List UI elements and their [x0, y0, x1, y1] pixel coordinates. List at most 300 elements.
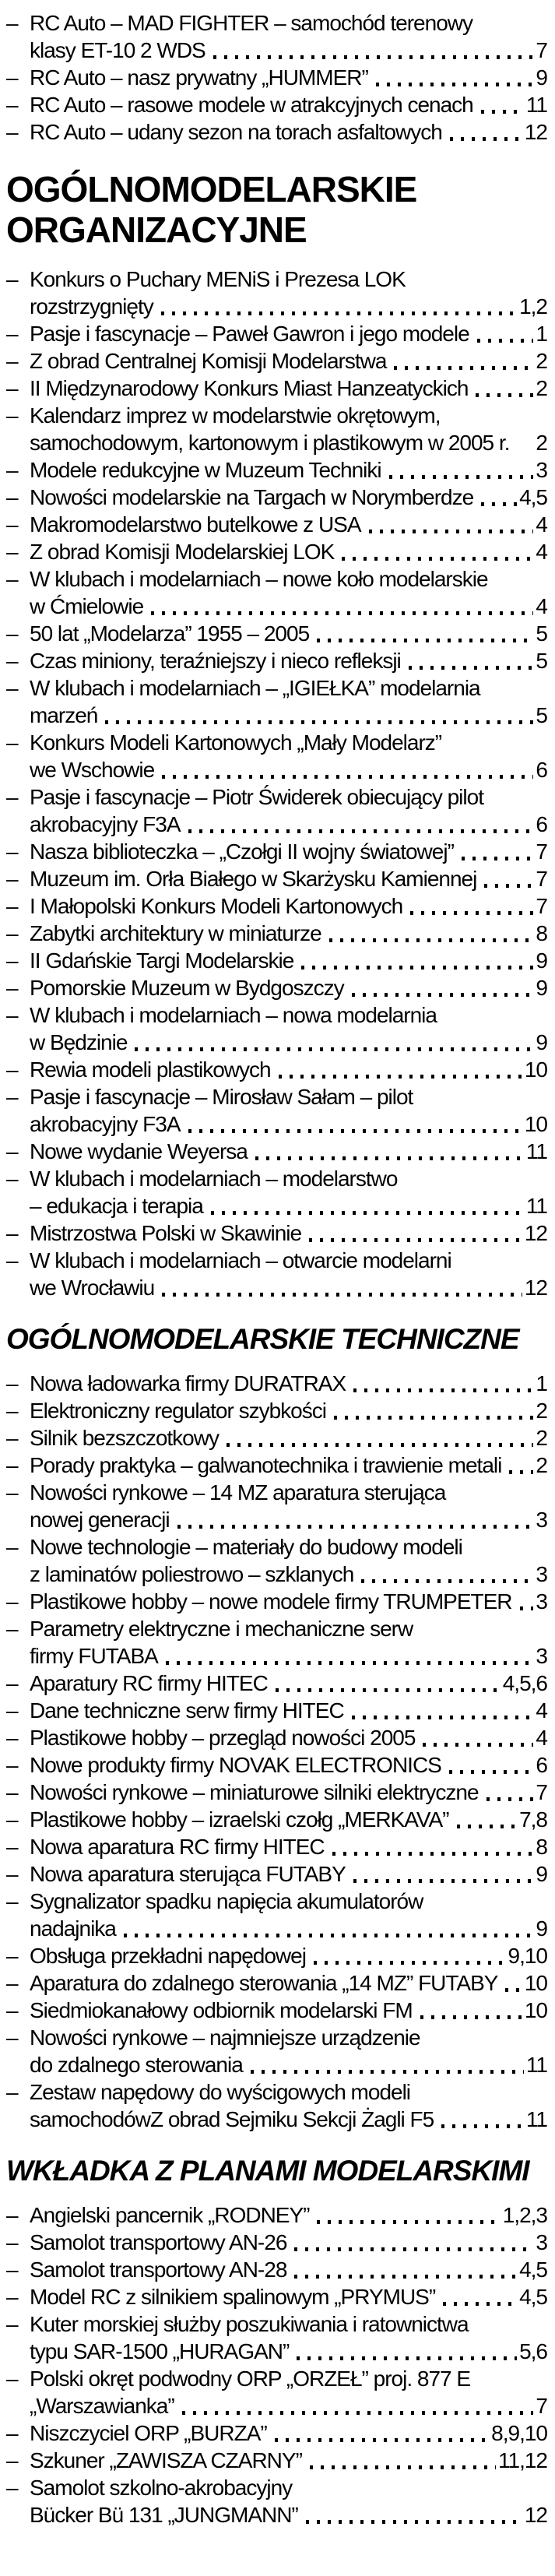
entry-body [30, 2447, 547, 2474]
entry-text: Kuter morskiej służby poszukiwania i ratownictwa [30, 2312, 469, 2336]
entry-text: RC Auto – MAD FIGHTER – samochód terenowy [30, 11, 472, 35]
entry-text: we Wschowie [30, 758, 155, 782]
dotted-leader [389, 475, 534, 479]
toc-entry [6, 1165, 547, 1219]
entry-last-line [30, 1274, 547, 1301]
toc-entry [6, 729, 547, 783]
page-number: 11 [525, 2107, 547, 2131]
page-number: 1 [536, 1371, 547, 1395]
entry-last-line [30, 1397, 547, 1424]
entry-body [30, 402, 547, 456]
entry-body [30, 1969, 547, 1997]
entry-body [30, 1247, 547, 1301]
entry-body [30, 375, 547, 402]
entry-last-line [30, 1642, 547, 1670]
entry-last-line [30, 2392, 547, 2419]
entry-dash: – [6, 1371, 18, 1395]
dotted-leader [450, 137, 522, 141]
page-number: 9 [536, 1862, 547, 1886]
toc-entry [6, 974, 547, 1001]
entry-last-line [30, 511, 547, 538]
dotted-leader [352, 993, 534, 997]
toc-entry [6, 9, 547, 64]
entry-dash: – [6, 376, 18, 400]
entry-dash: – [6, 1698, 18, 1723]
entry-text: Pasje i fascynacje – Mirosław Sałam – pilot [30, 1085, 413, 1109]
dotted-leader [301, 966, 533, 970]
page-number: 8 [536, 1835, 547, 1859]
section-heading [6, 1321, 547, 1357]
entry-last-line [30, 1806, 547, 1833]
entry-text: Nowości rynkowe – najmniejsze urządzenie [30, 2025, 420, 2050]
entry-last-line [30, 647, 547, 674]
entry-text: nadajnika [30, 1916, 116, 1941]
entry-last-line [30, 811, 547, 838]
toc-section [6, 9, 547, 146]
section-heading [6, 169, 547, 250]
toc-entry [6, 2078, 547, 2133]
entry-text: firmy FUTABA [30, 1644, 158, 1668]
entry-dash: – [6, 1807, 18, 1832]
entry-body [30, 2201, 547, 2229]
dotted-leader [481, 110, 524, 114]
entry-dash: – [6, 267, 18, 291]
entry-dash: – [6, 485, 18, 509]
dotted-leader [124, 1934, 534, 1937]
page-number: 9 [536, 1916, 547, 1941]
entry-text: Model RC z silnikiem spalinowym „PRYMUS” [30, 2285, 436, 2309]
entry-body [30, 1397, 547, 1424]
dotted-leader [342, 557, 533, 561]
dotted-leader [410, 911, 533, 915]
entry-text: Czas miniony, teraźniejszy i nieco refleksji [30, 649, 401, 673]
page-number: 9 [536, 65, 547, 90]
entry-dash: – [6, 65, 18, 90]
entry-body [30, 947, 547, 974]
entry-text: Parametry elektryczne i mechaniczne serw [30, 1617, 413, 1641]
toc-entry [6, 1724, 547, 1751]
entry-text: Nowości rynkowe – miniaturowe silniki elektryczne [30, 1780, 479, 1804]
entry-text: RC Auto – nasz prywatny „HUMMER” [30, 65, 368, 90]
entry-body [30, 1452, 547, 1479]
page-number: 11 [525, 1139, 547, 1163]
entry-last-line [30, 702, 547, 729]
toc-entry [6, 1888, 547, 1942]
dotted-leader [166, 1661, 534, 1665]
entry-body [30, 920, 547, 947]
entry-dash: – [6, 2080, 18, 2104]
entry-dash: – [6, 1998, 18, 2022]
entry-dash: – [6, 403, 18, 428]
entry-dash: – [6, 1399, 18, 1423]
entry-dash: – [6, 1248, 18, 1272]
toc-entry [6, 1751, 547, 1779]
page-number: 4 [536, 1698, 547, 1723]
entry-dash: – [6, 730, 18, 755]
toc-entry [6, 783, 547, 838]
toc-entry [6, 1860, 547, 1888]
toc-entry [6, 2365, 547, 2419]
page-number: 1,2 [519, 294, 547, 318]
entry-dash: – [6, 839, 18, 864]
entry-last-line [30, 1860, 547, 1888]
entry-body [30, 1588, 547, 1615]
entry-text: Plastikowe hobby – przegląd nowości 2005 [30, 1726, 416, 1750]
entry-body [30, 1001, 547, 1056]
page-number: 2 [536, 376, 547, 400]
entry-last-line [30, 1110, 547, 1138]
entry-body [30, 729, 547, 783]
toc-entry [6, 91, 547, 118]
toc-entry [6, 375, 547, 402]
toc-entry [6, 620, 547, 647]
entry-body [30, 565, 547, 620]
entry-dash: – [6, 649, 18, 673]
section-heading-line: OGÓLNOMODELARSKIE TECHNICZNE [6, 1323, 519, 1355]
dotted-leader [309, 1238, 522, 1242]
entry-text: RC Auto – rasowe modele w atrakcyjnych cenach [30, 93, 473, 117]
toc-entry [6, 1424, 547, 1452]
entry-text: Bücker Bü 131 „JUNGMANN” [30, 2503, 298, 2527]
section-heading-line: OGÓLNOMODELARSKIE [6, 169, 417, 209]
toc-entry [6, 484, 547, 511]
entry-last-line [30, 1192, 547, 1219]
entry-text: II Gdańskie Targi Modelarskie [30, 948, 294, 973]
entry-body [30, 2419, 547, 2447]
entry-body [30, 1219, 547, 1247]
dotted-leader [151, 611, 533, 615]
dotted-leader [255, 1156, 524, 1160]
section-heading [6, 2153, 547, 2189]
page-number: 7 [536, 38, 547, 62]
entry-last-line [30, 920, 547, 947]
entry-last-line [30, 2283, 547, 2310]
entry-dash: – [6, 1889, 18, 1913]
dotted-leader [276, 1688, 501, 1692]
dotted-leader [314, 1961, 506, 1965]
entry-dash: – [6, 1726, 18, 1750]
toc-entry [6, 1138, 547, 1165]
entry-body [30, 1370, 547, 1397]
page-number: 6 [536, 758, 547, 782]
dotted-leader [188, 1129, 522, 1133]
dotted-leader [423, 1743, 533, 1747]
page-number: 5 [536, 649, 547, 673]
entry-body [30, 620, 547, 647]
entry-dash: – [6, 322, 18, 346]
toc-entry [6, 1083, 547, 1138]
entry-text: nowej generacji [30, 1508, 170, 1532]
toc-entry [6, 347, 547, 375]
page-number: 8 [536, 921, 547, 945]
entry-text: Nowości modelarskie na Targach w Norymberdze [30, 485, 474, 509]
entry-text: Nowości rynkowe – 14 MZ aparatura sterująca [30, 1480, 446, 1504]
entry-text: W klubach i modelarniach – modelarstwo [30, 1167, 398, 1191]
page-number: 4 [536, 512, 547, 537]
entry-body [30, 2078, 547, 2133]
page-number: 3 [536, 458, 547, 482]
entry-dash: – [6, 1167, 18, 1191]
dotted-leader [306, 2520, 522, 2524]
entry-body [30, 1724, 547, 1751]
entry-body [30, 783, 547, 838]
entry-text: Zestaw napędowy do wyścigowych modeli [30, 2080, 411, 2104]
entry-text: w Będzinie [30, 1030, 128, 1054]
entry-text: Zabytki architektury w miniaturze [30, 921, 321, 945]
dotted-leader [275, 2438, 489, 2442]
entry-text: Sygnalizator spadku napięcia akumulatorów [30, 1889, 423, 1913]
page-number: 12 [524, 1221, 547, 1245]
entry-dash: – [6, 1862, 18, 1886]
toc-entry [6, 456, 547, 484]
dotted-leader [227, 1443, 533, 1447]
page-number: 8,9,10 [491, 2421, 547, 2445]
entry-last-line [30, 947, 547, 974]
toc-entry [6, 1615, 547, 1670]
entry-last-line [30, 118, 547, 146]
dotted-leader [376, 83, 534, 86]
dotted-leader [353, 1388, 533, 1392]
entry-dash: – [6, 1944, 18, 1968]
page-number: 11 [525, 1194, 547, 1218]
entry-dash: – [6, 93, 18, 117]
page-number: 2 [536, 1399, 547, 1423]
entry-body [30, 974, 547, 1001]
toc-entry [6, 1219, 547, 1247]
entry-text: Samolot transportowy AN-28 [30, 2258, 287, 2282]
entry-text: Samolot szkolno-akrobacyjny [30, 2476, 293, 2500]
page-number: 2 [536, 1426, 547, 1450]
entry-body [30, 1615, 547, 1670]
entry-text: rozstrzygnięty [30, 294, 153, 318]
entry-body [30, 2310, 547, 2365]
entry-last-line [30, 1424, 547, 1452]
page-number: 4,5 [519, 485, 547, 509]
entry-text: 50 lat „Modelarza” 1955 – 2005 [30, 621, 310, 646]
dotted-leader [352, 1716, 534, 1719]
entry-text: Obsługa przekładni napędowej [30, 1944, 306, 1968]
entry-dash: – [6, 349, 18, 373]
page-number: 4,5,6 [502, 1671, 547, 1695]
entry-text: typu SAR-1500 „HURAGAN” [30, 2339, 290, 2363]
entry-text: Modele redukcyjne w Muzeum Techniki [30, 458, 381, 482]
dotted-leader [520, 1606, 534, 1610]
toc-entry [6, 2229, 547, 2256]
entry-text: akrobacyjny F3A [30, 812, 181, 836]
entry-last-line [30, 593, 547, 620]
entry-last-line [30, 1138, 547, 1165]
entry-text: we Wrocławiu [30, 1276, 155, 1300]
entry-dash: – [6, 1139, 18, 1163]
entry-body [30, 1424, 547, 1452]
page-number: 12 [524, 120, 547, 144]
page-number: 6 [536, 1753, 547, 1777]
entry-dash: – [6, 1057, 18, 1082]
page-number: 7 [536, 867, 547, 891]
entry-text: samochodowym, kartonowym i plastikowym w 2005 r. [30, 431, 510, 455]
page-number: 1 [536, 322, 547, 346]
page-number: 6 [536, 812, 547, 836]
dotted-leader [161, 311, 517, 315]
toc-entry [6, 2201, 547, 2229]
entry-dash: – [6, 1753, 18, 1777]
page-number: 4 [536, 594, 547, 618]
entry-dash: – [6, 621, 18, 646]
entry-dash: – [6, 567, 18, 591]
dotted-leader [334, 1416, 533, 1420]
entry-text: Pasje i fascynacje – Paweł Gawron i jego modele [30, 322, 469, 346]
entry-body [30, 1083, 547, 1138]
dotted-leader [420, 2015, 522, 2019]
entry-body [30, 892, 547, 920]
entry-text: Dane techniczne serw firmy HITEC [30, 1698, 344, 1723]
toc-entry [6, 1247, 547, 1301]
entry-body [30, 320, 547, 347]
entry-text: Z obrad Centralnej Komisji Modelarstwa [30, 349, 387, 373]
dotted-leader [182, 2411, 534, 2415]
entry-dash: – [6, 1426, 18, 1450]
entry-text: Plastikowe hobby – nowe modele firmy TRUMPETER [30, 1589, 512, 1614]
entry-text: Konkurs o Puchary MENiS i Prezesa LOK [30, 267, 406, 291]
toc-entry [6, 266, 547, 320]
entry-text: Nowa aparatura RC firmy HITEC [30, 1835, 325, 1859]
entry-text: Nowa aparatura sterująca FUTABY [30, 1862, 346, 1886]
entry-last-line [30, 1561, 547, 1588]
toc-entry [6, 118, 547, 146]
entry-dash: – [6, 948, 18, 973]
entry-text: Pomorskie Muzeum w Bydgoszczy [30, 976, 344, 1000]
dotted-leader [211, 1211, 524, 1215]
toc-entry [6, 2310, 547, 2365]
page-number: 3 [536, 1508, 547, 1532]
entry-text: Samolot transportowy AN-26 [30, 2230, 287, 2254]
page-number: 10 [524, 1998, 547, 2022]
entry-body [30, 674, 547, 729]
page-number: 7 [536, 1780, 547, 1804]
toc-entry [6, 892, 547, 920]
entry-body [30, 1997, 547, 2024]
dotted-leader [517, 448, 533, 452]
entry-last-line [30, 456, 547, 484]
entry-dash: – [6, 2476, 18, 2500]
entry-body [30, 9, 547, 64]
entry-body [30, 1860, 547, 1888]
entry-text: Muzeum im. Orła Białego w Skarżysku Kamiennej [30, 867, 477, 891]
entry-body [30, 1806, 547, 1833]
page-number: 11,12 [498, 2448, 547, 2472]
entry-last-line [30, 347, 547, 375]
entry-body [30, 456, 547, 484]
toc-section [6, 2153, 547, 2528]
page-number: 3 [536, 2230, 547, 2254]
entry-last-line [30, 1833, 547, 1860]
entry-last-line [30, 64, 547, 91]
entry-last-line [30, 1219, 547, 1247]
entry-dash: – [6, 2367, 18, 2391]
entry-text: Nasza biblioteczka – „Czołgi II wojny światowej” [30, 839, 454, 864]
entry-body [30, 1165, 547, 1219]
entry-text: RC Auto – udany sezon na torach asfaltowych [30, 120, 442, 144]
entry-text: Polski okręt podwodny ORP „ORZEŁ” proj. 877 E [30, 2367, 471, 2391]
toc-entry [6, 2447, 547, 2474]
entry-last-line [30, 1779, 547, 1806]
section-heading-line: WKŁADKA Z PLANAMI MODELARSKIMI [6, 2155, 529, 2187]
entry-text: samochodówZ obrad Sejmiku Sekcji Żagli F5 [30, 2107, 434, 2131]
entry-body [30, 538, 547, 565]
toc-entry [6, 1370, 547, 1397]
dotted-leader [297, 2356, 517, 2360]
entry-body [30, 118, 547, 146]
entry-text: Plastikowe hobby – izraelski czołg „MERKAVA” [30, 1807, 449, 1832]
page-number: 10 [524, 1057, 547, 1082]
entry-body [30, 1138, 547, 1165]
entry-text: Aparatury RC firmy HITEC [30, 1671, 268, 1695]
entry-last-line [30, 1670, 547, 1697]
dotted-leader [135, 1047, 533, 1051]
page-number: 10 [524, 1971, 547, 1995]
page-number: 4,5 [519, 2258, 547, 2282]
page-number: 11 [525, 2053, 547, 2077]
entry-dash: – [6, 2312, 18, 2336]
dotted-leader [332, 1852, 534, 1856]
entry-last-line [30, 892, 547, 920]
entry-last-line [30, 974, 547, 1001]
entry-last-line [30, 1452, 547, 1479]
entry-dash: – [6, 1480, 18, 1504]
toc-entry [6, 947, 547, 974]
entry-last-line [30, 2201, 547, 2229]
toc-entry [6, 1969, 547, 1997]
entry-text: Aparatura do zdalnego sterowania „14 MZ” FUTABY [30, 1971, 498, 1995]
page-number: 9 [536, 1030, 547, 1054]
entry-body [30, 91, 547, 118]
dotted-leader [317, 639, 533, 642]
entry-text: Angielski pancernik „RODNEY” [30, 2203, 310, 2227]
entry-dash: – [6, 2285, 18, 2309]
toc-entry [6, 1942, 547, 1969]
toc-entry [6, 2256, 547, 2283]
toc-entry [6, 865, 547, 892]
toc-entry [6, 1997, 547, 2024]
toc-entry [6, 674, 547, 729]
entry-body [30, 1479, 547, 1533]
toc-entry [6, 2474, 547, 2528]
entry-dash: – [6, 120, 18, 144]
page-number: 2 [536, 349, 547, 373]
entry-body [30, 511, 547, 538]
table-of-contents [6, 9, 547, 2528]
entry-last-line [30, 865, 547, 892]
entry-body [30, 1697, 547, 1724]
entry-body [30, 2474, 547, 2528]
entry-text: marzeń [30, 703, 98, 727]
dotted-leader [509, 1470, 533, 1474]
entry-text: Silnik bezszczotkowy [30, 1426, 219, 1450]
entry-body [30, 64, 547, 91]
entry-last-line [30, 1370, 547, 1397]
dotted-leader [361, 1579, 533, 1583]
dotted-leader [251, 2070, 524, 2074]
dotted-leader [294, 2247, 533, 2251]
entry-text: akrobacyjny F3A [30, 1112, 181, 1136]
page-number: 5 [536, 703, 547, 727]
entry-text: – edukacja i terapia [30, 1194, 203, 1218]
entry-body [30, 865, 547, 892]
entry-dash: – [6, 1835, 18, 1859]
entry-text: w Ćmielowie [30, 594, 144, 618]
entry-body [30, 1888, 547, 1942]
dotted-leader [177, 1525, 534, 1529]
